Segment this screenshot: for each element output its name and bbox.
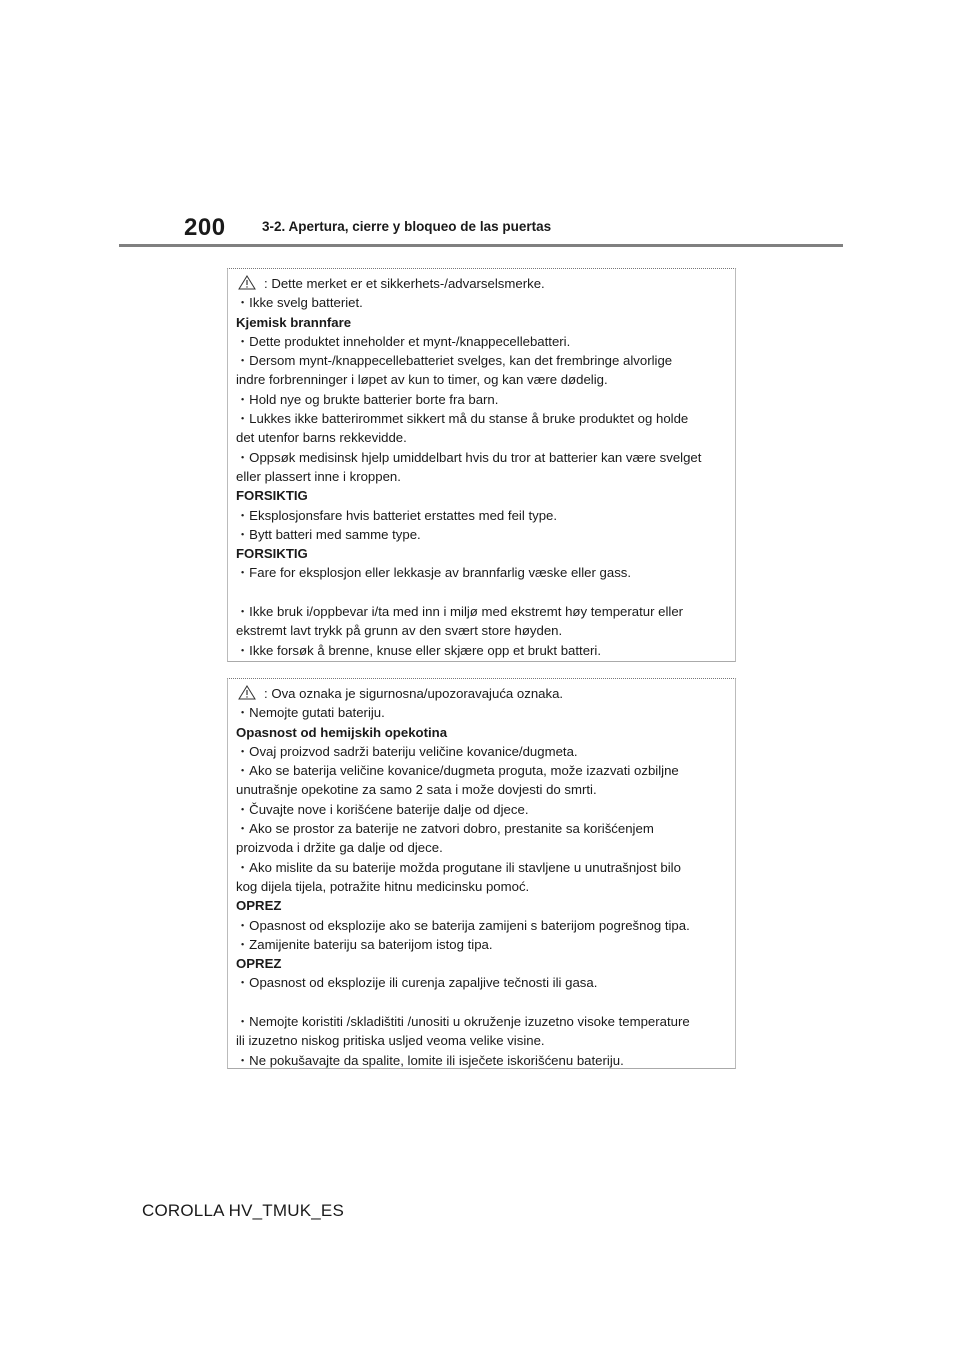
warning-line: ・Eksplosjonsfare hvis batteriet erstattes med feil type. (236, 507, 558, 523)
warning-heading: Kjemisk brannfare (236, 314, 352, 330)
warning-line: ・Ikke bruk i/oppbevar i/ta med inn i miljø med ekstremt høy temperatur eller (236, 604, 684, 620)
warning-triangle-icon (238, 685, 256, 700)
warning-heading: OPREZ (236, 956, 282, 972)
page-number: 200 (184, 214, 226, 241)
warning-line: ekstremt lavt trykk på grunn av den svært store høyden. (236, 623, 563, 639)
warning-heading: FORSIKTIG (236, 546, 308, 562)
warning-line: ・Ovaj proizvod sadrži bateriju veličine kovanice/dugmeta. (236, 743, 578, 759)
warning-line: ・Ikke forsøk å brenne, knuse eller skjære opp et brukt batteri. (236, 642, 602, 658)
warning-line: ・Bytt batteri med samme type. (236, 526, 421, 542)
warning-line: ・Ako se prostor za baterije ne zatvori dobro, prestanite sa korišćenjem (236, 821, 654, 837)
warning-line: ・Ako se baterija veličine kovanice/dugmeta proguta, može izazvati ozbiljne (236, 763, 679, 779)
warning-intro-line (236, 274, 727, 293)
warning-line: kog dijela tijela, potražite hitnu medicinsku pomoć. (236, 878, 530, 894)
warning-line: ・Nemojte koristiti /skladištiti /unositi u okruženje izuzetno visoke temperature (236, 1014, 690, 1030)
warning-line: unutrašnje opekotine za samo 2 sata i može dovjesti do smrti. (236, 782, 597, 798)
warning-heading: FORSIKTIG (236, 488, 308, 504)
warning-intro-text: : Ova oznaka je sigurnosna/upozoravajuća oznaka. (264, 686, 564, 701)
warning-heading: Opasnost od hemijskih opekotina (236, 724, 448, 740)
warning-heading: OPREZ (236, 898, 282, 914)
warning-line: ・Ikke svelg batteriet. (236, 295, 363, 311)
warning-intro-text: : Dette merket er et sikkerhets-/advarselsmerke. (264, 276, 545, 291)
section-title: 3-2. Apertura, cierre y bloqueo de las puertas (262, 219, 552, 234)
warning-line: ・Opasnost od eksplozije ili curenja zapaljive tečnosti ili gasa. (236, 975, 598, 991)
warning-line: ・Hold nye og brukte batterier borte fra barn. (236, 391, 499, 407)
warning-line: ・Dersom mynt-/knappecellebatteriet svelges, kan det frembringe alvorlige (236, 353, 673, 369)
warning-line: eller plassert inne i kroppen. (236, 468, 401, 484)
warning-line: proizvoda i držite ga dalje od djece. (236, 840, 443, 856)
warning-box-croatian (227, 678, 736, 1069)
warning-line: ili izuzetno niskog pritiska usljed veoma velike visine. (236, 1033, 545, 1049)
warning-line: det utenfor barns rekkevidde. (236, 430, 407, 446)
warning-line: ・Fare for eksplosjon eller lekkasje av brannfarlig væske eller gass. (236, 565, 632, 581)
warning-line: ・Ne pokušavajte da spalite, lomite ili isječete iskorišćenu bateriju. (236, 1052, 624, 1068)
warning-line: ・Nemojte gutati bateriju. (236, 705, 385, 721)
warning-line: ・Ako mislite da su baterije možda progutane ili stavljene u unutrašnjost bilo (236, 859, 681, 875)
warning-line: ・Zamijenite bateriju sa baterijom istog tipa. (236, 936, 493, 952)
warning-line: ・Opasnost od eksplozije ako se baterija zamijeni s baterijom pogrešnog tipa. (236, 917, 690, 933)
warning-line: indre forbrenninger i løpet av kun to timer, og kan være dødelig. (236, 372, 608, 388)
warning-line: ・Lukkes ikke batterirommet sikkert må du stanse å bruke produktet og holde (236, 411, 689, 427)
header-divider (119, 244, 843, 247)
warning-box-norwegian (227, 268, 736, 662)
blank-line (236, 583, 727, 602)
warning-line: ・Oppsøk medisinsk hjelp umiddelbart hvis du tror at batterier kan være svelget (236, 449, 702, 465)
warning-intro-line (236, 684, 727, 703)
footer-model-code: COROLLA HV_TMUK_ES (142, 1201, 344, 1220)
warning-triangle-icon (238, 275, 256, 290)
warning-line: ・Čuvajte nove i korišćene baterije dalje od djece. (236, 801, 529, 817)
blank-line (236, 993, 727, 1012)
warning-line: ・Dette produktet inneholder et mynt-/knappecellebatteri. (236, 333, 571, 349)
